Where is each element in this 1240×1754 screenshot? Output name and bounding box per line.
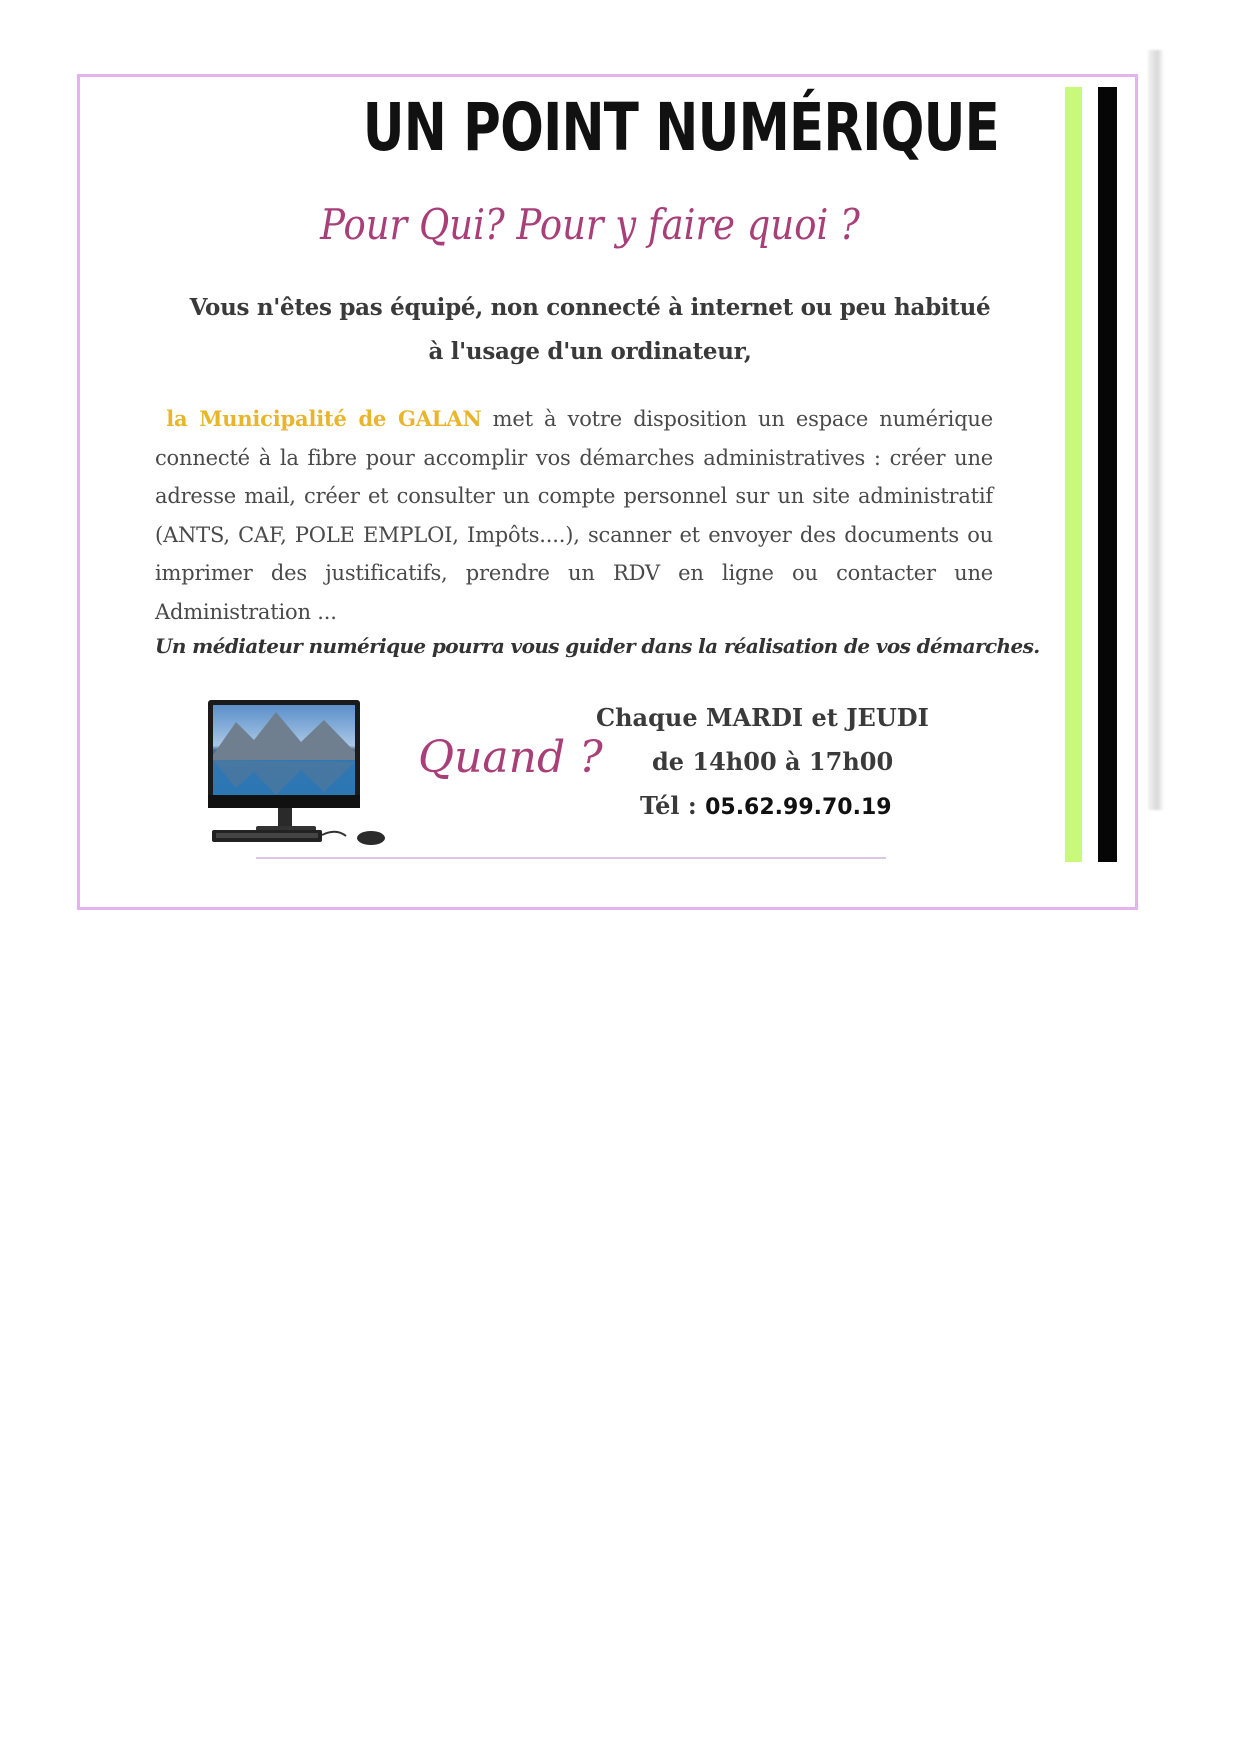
black-vertical-bar bbox=[1098, 87, 1117, 862]
schedule bbox=[596, 696, 929, 830]
schedule-days: Chaque MARDI et JEUDI bbox=[596, 703, 929, 732]
phone-line bbox=[596, 784, 916, 830]
mediator-note: Un médiateur numérique pourra vous guider dans la réalisation de vos démarches. bbox=[155, 634, 1040, 658]
flyer-subtitle: Pour Qui? Pour y faire quoi ? bbox=[320, 200, 860, 249]
intro-text bbox=[150, 286, 1030, 374]
page-shadow-edge bbox=[1148, 50, 1164, 810]
green-vertical-bar bbox=[1065, 87, 1082, 862]
flyer-title: UN POINT NUMÉRIQUE bbox=[362, 89, 1000, 166]
bottom-divider bbox=[256, 857, 886, 859]
body-paragraph bbox=[155, 400, 993, 631]
intro-line-1: Vous n'êtes pas équipé, non connecté à internet ou peu habitué bbox=[189, 294, 991, 321]
desktop-computer-icon bbox=[206, 700, 392, 846]
municipality-name: la Municipalité de GALAN bbox=[166, 406, 482, 431]
when-label: Quand ? bbox=[418, 732, 603, 783]
phone-label: Tél : bbox=[640, 791, 697, 820]
intro-line-2: à l'usage d'un ordinateur, bbox=[428, 338, 752, 365]
body-text: met à votre disposition un espace numérique connecté à la fibre pour accomplir vos démarches administratives : créer une adresse mail, créer et consulter un compte personnel sur un site administratif (ANTS, CAF, POLE EMPLOI, Impôts....), scanner et envoyer des documents ou imprimer des justificatifs, prendre un RDV en ligne ou contacter une Administration ... bbox=[155, 407, 993, 624]
phone-number: 05.62.99.70.19 bbox=[705, 795, 892, 820]
schedule-hours: de 14h00 à 17h00 bbox=[652, 747, 894, 776]
